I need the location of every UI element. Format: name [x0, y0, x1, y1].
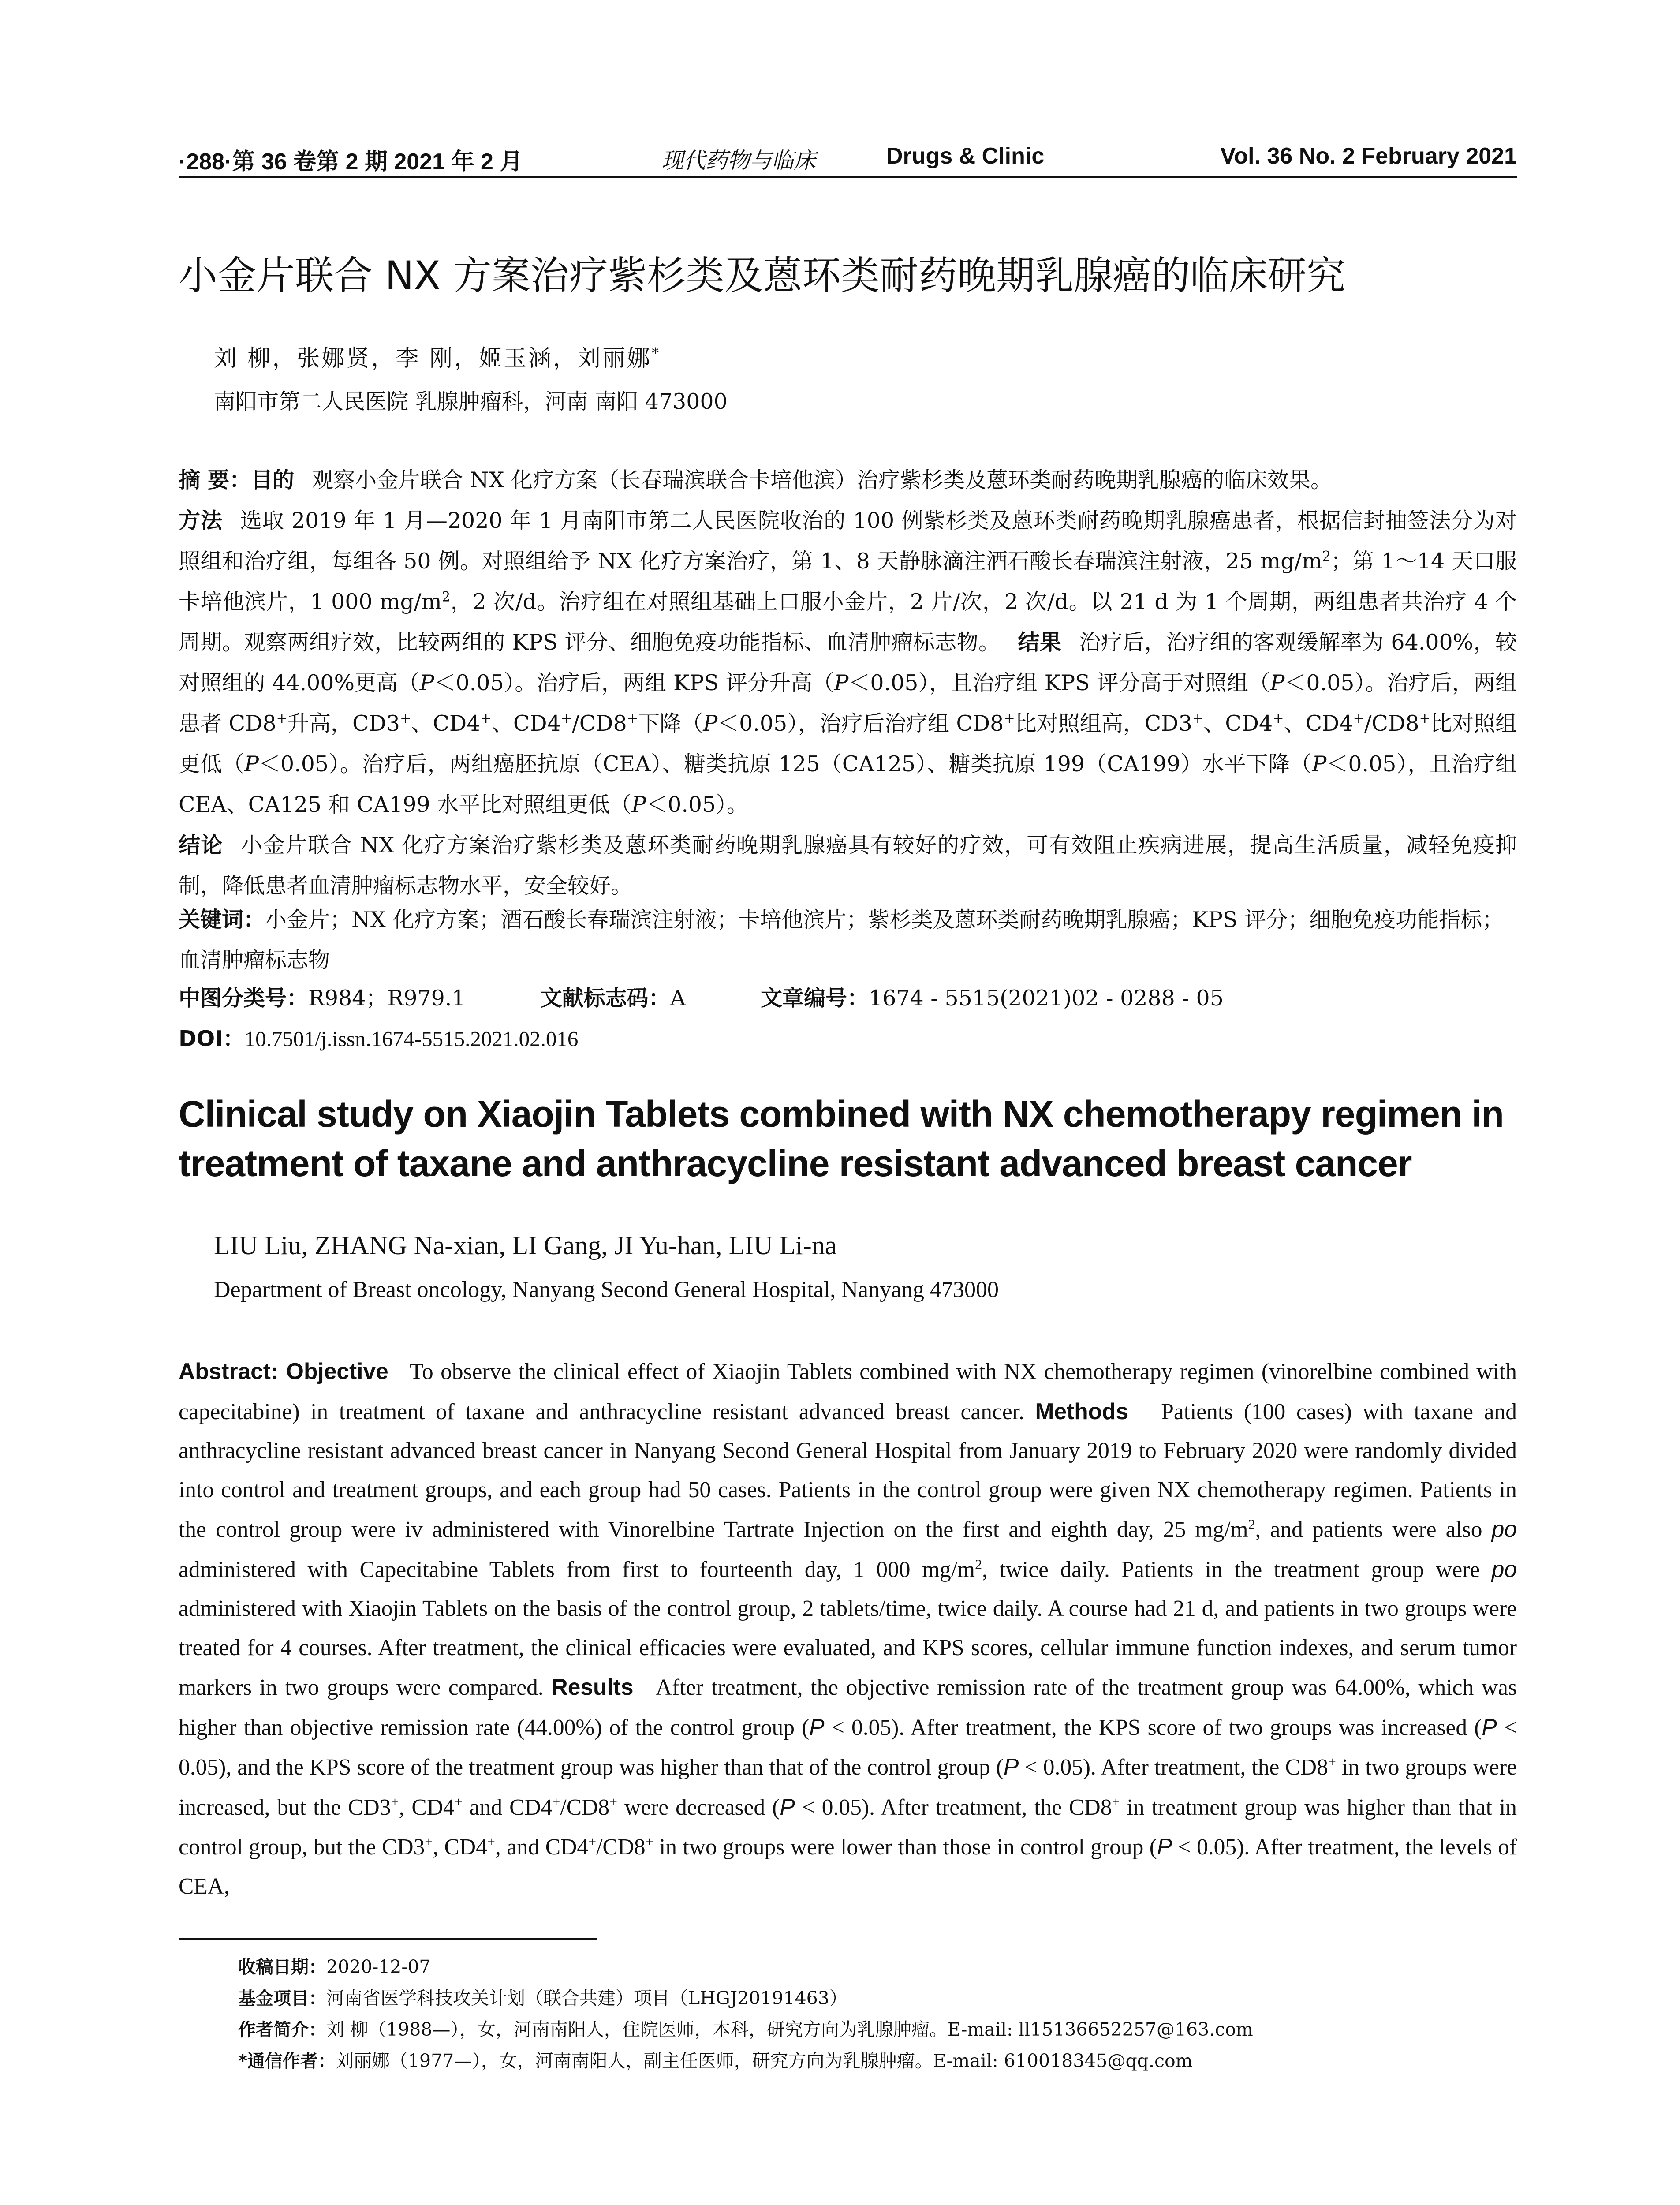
superscript: + [609, 1794, 618, 1810]
en-results-c: , and the KPS score of the treatment group was higher than that of the control group ( [226, 1755, 1004, 1780]
p-value: < 0.05) [824, 1715, 899, 1740]
doi-line [179, 1022, 578, 1053]
results-text-k: 比对照组高，CD3 [1015, 711, 1192, 736]
superscript: + [1112, 1794, 1120, 1810]
results-text-g: 、CD4 [491, 711, 561, 736]
superscript: 2 [1322, 549, 1331, 564]
chinese-title: 小金片联合 NX 方案治疗紫杉类及蒽环类耐药晚期乳腺癌的临床研究 [179, 253, 1346, 298]
en-objective-text: To observe the clinical effect of Xiaojin Tablets combined with NX chemotherapy regimen (vinorelbine combined with capecitabine) in treatment of taxane and anthracycline resistant advanced breast cancer. [179, 1359, 1517, 1424]
en-results-b: . After treatment, the KPS score of two groups was increased ( [899, 1715, 1482, 1740]
results-label: 结果 [1018, 630, 1062, 655]
keywords-text: 小金片；NX 化疗方案；酒石酸长春瑞滨注射液；卡培他滨片；紫杉类及蒽环类耐药晚期乳腺癌；KPS 评分；细胞免疫功能指标；血清肿瘤标志物 [179, 907, 1504, 973]
en-methods-a: Patients (100 cases) with taxane and anthracycline resistant advanced breast cancer in Nanyang Second General Hospital from January 2019 to February 2020 were randomly divided into control and treatment groups, and each group had 50 cases. Patients in the control group were given NX chemotherapy regimen. Patients in the control group were iv administered with Vinorelbine Tartrate Injection on the first and eighth day, 25 mg/m [179, 1399, 1517, 1542]
en-results-a: After treatment, the objective remission rate of the treatment group was 64.00%, which was higher than objective remission rate (44.00%) of the control group ( [179, 1675, 1517, 1740]
chinese-affiliation: 南阳市第二人民医院 乳腺肿瘤科，河南 南阳 473000 [214, 389, 728, 414]
conclusion-label: 结论 [179, 833, 224, 858]
received-value: 2020-12-07 [326, 1956, 431, 1977]
english-authors: LIU Liu, ZHANG Na-xian, LI Gang, JI Yu-han, LIU Li-na [214, 1231, 837, 1260]
doc-code-label: 文献标志码： [540, 986, 670, 1011]
objective-text: 观察小金片联合 NX 化疗方案（长春瑞滨联合卡培他滨）治疗紫杉类及蒽环类耐药晚期乳腺癌的临床效果。 [312, 467, 1332, 493]
results-text-j: ，治疗后治疗组 CD8 [798, 711, 1004, 736]
bio-value: 刘 柳（1988—），女，河南南阳人，住院医师，本科，研究方向为乳腺肿瘤。E-mail: ll15136652257@163.com [326, 2019, 1253, 2040]
superscript: + [399, 711, 411, 727]
en-abstract-label: Abstract: Objective [179, 1358, 388, 1384]
header-journal-cn: 现代药物与临床 [661, 148, 816, 173]
methods-text-a: 选取 2019 年 1 月—2020 年 1 月南阳市第二人民医院收治的 100 例紫杉类及蒽环类耐药晚期乳腺癌患者，根据信封抽签法分为对照组和治疗组，每组各 50 例。对照组给予 NX 化疗方案治疗，第 1、8 天静脉滴注酒石酸长春瑞滨注射液，25 mg/m [179, 508, 1517, 574]
corresponding-author [238, 2045, 1517, 2077]
p-value: ＜0.05） [717, 711, 798, 736]
corr-value: 刘丽娜（1977—），女，河南南阳人，副主任医师，研究方向为乳腺肿瘤。E-mail: 610018345@qq.com [335, 2050, 1193, 2071]
results-text-o: 比对照组更低（ [179, 711, 1517, 777]
superscript: + [1353, 711, 1365, 727]
en-methods-c: administered with Capecitabine Tablets from first to fourteenth day, 1 000 mg/m [179, 1557, 975, 1582]
superscript: + [1192, 711, 1204, 727]
p-symbol: P [631, 792, 646, 817]
en-methods-e: administered with Xiaojin Tablets on the basis of the control group, 2 tablets/time, twice daily. A course had 21 d, and patients in two groups were treated for 4 courses. After treatment, the clinical efficacies were evaluated, and KPS scores, cellular immune function indexes, and serum tumor markers in two groups were compared. [179, 1596, 1517, 1700]
p-value: ＜0.05） [258, 751, 340, 777]
chinese-abstract [179, 460, 1517, 906]
corresponding-mark: * [652, 344, 661, 362]
p-value: ＜0.05） [1284, 670, 1366, 695]
po-abbrev: po [1491, 1556, 1517, 1582]
p-symbol: P [809, 1714, 825, 1740]
english-affiliation: Department of Breast oncology, Nanyang Second General Hospital, Nanyang 473000 [214, 1277, 999, 1302]
superscript: + [391, 1794, 399, 1810]
results-text-r: 。 [726, 792, 748, 817]
en-results-m: , and CD4 [495, 1835, 589, 1860]
results-text-h: /CD8 [572, 711, 627, 736]
p-symbol: P [703, 711, 718, 736]
article-number-label: 文章编号： [761, 986, 869, 1011]
doi-value: 10.7501/j.issn.1674-5515.2021.02.016 [244, 1027, 579, 1051]
received-date [238, 1951, 1517, 1983]
superscript: + [487, 1834, 495, 1850]
superscript: + [1419, 711, 1430, 727]
superscript: + [1273, 711, 1284, 727]
article-number-value: 1674 - 5515(2021)02 - 0288 - 05 [869, 986, 1224, 1011]
superscript: + [588, 1834, 597, 1850]
en-results-o: in two groups were lower than those in control group ( [653, 1835, 1157, 1860]
footnotes [238, 1951, 1517, 2077]
results-text-e: 升高，CD3 [287, 711, 400, 736]
en-results-n: /CD8 [596, 1835, 646, 1860]
en-methods-d: , twice daily. Patients in the treatment group were [982, 1557, 1480, 1582]
en-results-f: , CD4 [399, 1794, 455, 1820]
author-bio [238, 2014, 1517, 2045]
doi-label: DOI： [179, 1026, 245, 1051]
header-journal-en: Drugs & Clinic [886, 143, 1045, 169]
english-abstract [179, 1352, 1517, 1906]
results-text-f: 、CD4 [411, 711, 481, 736]
class-value: R984；R979.1 [308, 986, 466, 1011]
en-results-e: in two groups were increased, but the CD3 [179, 1755, 1517, 1820]
en-results-d: . After treatment, the CD8 [1090, 1755, 1328, 1780]
methods-label: 方法 [179, 508, 223, 533]
superscript: + [560, 711, 572, 727]
p-symbol: P [1004, 1754, 1019, 1779]
p-symbol: P [1270, 670, 1285, 695]
fund-label: 基金项目： [238, 1988, 326, 2009]
p-value: ＜0.05） [646, 792, 727, 817]
header-volume-info: Vol. 36 No. 2 February 2021 [1220, 143, 1517, 169]
results-text-b: 。治疗后，两组 KPS 评分升高（ [515, 670, 834, 695]
p-value: ＜0.05） [434, 670, 515, 695]
abstract-label: 摘 要： [179, 467, 251, 493]
en-results-g: and CD4 [462, 1794, 553, 1820]
results-text-p: 。治疗后，两组癌胚抗原（CEA）、糖类抗原 125（CA125）、糖类抗原 199（CA199）水平下降（ [340, 751, 1312, 777]
methods-text-c: ，2 次/d。治疗组在对照组基础上口服小金片，2 片/次，2 次/d。以 21 d 为 1 个周期，两组患者共治疗 4 个周期。观察两组疗效，比较两组的 KPS 评分、细胞免疫功能指标、血清肿瘤标志物。 [179, 589, 1517, 655]
results-text-a: 治疗后，治疗组的客观缓解率为 64.00%，较对照组的 44.00%更高（ [179, 630, 1517, 695]
superscript: + [454, 1794, 463, 1810]
results-text-l: 、CD4 [1203, 711, 1273, 736]
en-results-i: were decreased ( [617, 1794, 780, 1820]
p-symbol: P [419, 670, 434, 695]
corr-label: *通信作者： [238, 2051, 336, 2071]
superscript: + [276, 711, 287, 727]
chinese-author-list: 刘 柳，张娜贤，李 刚，姬玉涵，刘丽娜 [214, 345, 652, 372]
chinese-keywords [179, 900, 1517, 981]
p-symbol: P [244, 751, 259, 777]
p-symbol: P [780, 1794, 795, 1820]
objective-label: 目的 [251, 467, 295, 493]
en-methods-label: Methods [1035, 1398, 1129, 1424]
p-value: < 0.05) [179, 1715, 1517, 1780]
results-text-c: ，且治疗组 KPS 评分高于对照组（ [929, 670, 1270, 695]
en-results-j: . After treatment, the CD8 [869, 1794, 1112, 1820]
p-value: < 0.05) [1019, 1755, 1091, 1780]
conclusion-text: 小金片联合 NX 化疗方案治疗紫杉类及蒽环类耐药晚期乳腺癌具有较好的疗效，可有效阻止疾病进展，提高生活质量，减轻免疫抑制，降低患者血清肿瘤标志物水平，安全较好。 [179, 833, 1517, 898]
superscript: 2 [441, 589, 451, 605]
received-label: 收稿日期： [238, 1957, 326, 1977]
superscript: + [552, 1794, 560, 1810]
p-symbol: P [1482, 1714, 1497, 1740]
results-text-m: 、CD4 [1284, 711, 1353, 736]
class-label: 中图分类号： [179, 986, 309, 1011]
p-value: < 0.05) [1172, 1835, 1244, 1860]
po-abbrev: po [1491, 1516, 1517, 1542]
p-symbol: P [1157, 1834, 1172, 1859]
classification-line [179, 981, 1224, 1012]
en-results-l: , CD4 [433, 1835, 487, 1860]
chinese-authors [214, 340, 661, 373]
en-results-h: /CD8 [560, 1794, 610, 1820]
p-symbol: P [1312, 751, 1327, 777]
footnote-divider [179, 1938, 597, 1940]
en-results-k: in treatment group was higher than that in control group, but the CD3 [179, 1794, 1517, 1860]
results-text-i: 下降（ [638, 711, 703, 736]
p-value: ＜0.05） [848, 670, 930, 695]
results-text-q: ，且治疗组 CEA、CA125 和 CA199 水平比对照组更低（ [179, 751, 1517, 817]
results-text-d: 。治疗后，两组患者 CD8 [179, 670, 1517, 736]
bio-label: 作者简介： [238, 2020, 326, 2040]
english-title: Clinical study on Xiaojin Tablets combined with NX chemotherapy regimen in treatment of taxane and anthracycline resistant advanced breast cancer [179, 1093, 1504, 1184]
p-symbol: P [834, 670, 849, 695]
superscript: + [1328, 1754, 1336, 1770]
superscript: + [425, 1834, 433, 1850]
superscript: 2 [975, 1556, 982, 1572]
results-text-n: /CD8 [1364, 711, 1419, 736]
fund-value: 河南省医学科技攻关计划（联合共建）项目（LHGJ20191463） [326, 1988, 847, 2009]
fund-info [238, 1983, 1517, 2014]
en-methods-b: , and patients were also [1255, 1517, 1482, 1542]
header-issue-info: ·288·第 36 卷第 2 期 2021 年 2 月 [179, 149, 523, 175]
superscript: 2 [1248, 1516, 1255, 1532]
doc-code-value: A [670, 986, 686, 1011]
keywords-label: 关键词： [179, 907, 265, 932]
methods-text-b: ；第 1～14 天口服卡培他滨片，1 000 mg/m [179, 549, 1517, 614]
en-results-p: . After treatment, the levels of CEA, [179, 1835, 1517, 1899]
superscript: + [645, 1834, 653, 1850]
en-results-label: Results [551, 1674, 634, 1700]
running-header [179, 140, 1517, 178]
superscript: + [480, 711, 492, 727]
superscript: + [627, 711, 638, 727]
superscript: + [1004, 711, 1015, 727]
p-value: ＜0.05） [1326, 751, 1408, 777]
p-value: < 0.05) [795, 1794, 870, 1820]
